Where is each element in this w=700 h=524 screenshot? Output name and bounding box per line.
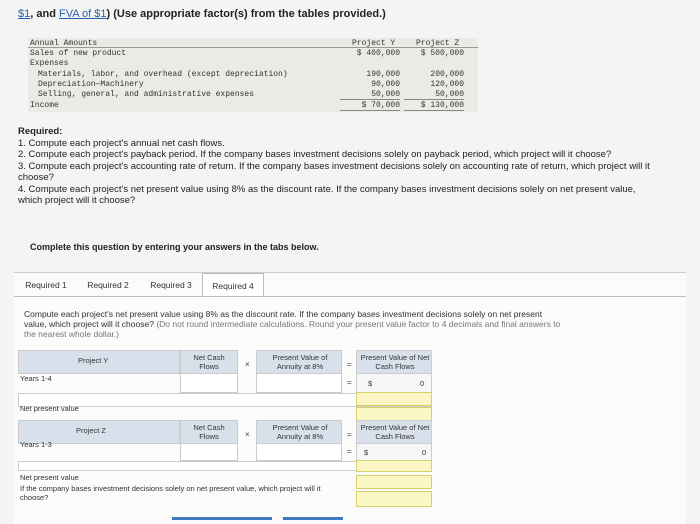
required-item-4: 4. Compute each project's net present value using 8% as the discount rate. If the company bases investment decisions solely on net present value, which project will it choose? [18, 183, 636, 206]
net-cash-z-input[interactable] [180, 443, 238, 461]
col-pv-annuity: Present Value of Annuity at 8% [272, 423, 328, 441]
row-z: $ 500,000 [420, 49, 464, 58]
required-title: Required: [18, 126, 63, 137]
blank-yellow-input[interactable] [356, 392, 432, 406]
fva-link[interactable]: FVA of $1 [58, 8, 107, 20]
tab-required-4[interactable]: Required 4 [202, 273, 264, 297]
header-line: $1, and FVA of $1) (Use appropriate factor(s) from the tables provided.) [18, 8, 386, 20]
npv-y-label: Net present value [20, 404, 79, 413]
required-item-2: 2. Compute each project's payback period. If the company bases investment decisions solely on payback period, which project will it choose? [18, 149, 612, 160]
tab-required-2[interactable]: Required 2 [87, 280, 129, 290]
pv-cash-z-value: 0 [422, 448, 427, 457]
row-z: 50,000 [404, 90, 464, 100]
required-item-3: 3. Compute each project's accounting rate of return. If the company bases investment decisions solely on accounting rate of return, which project will it choose? [18, 160, 650, 183]
instruction-text [24, 309, 564, 339]
choose-project-select[interactable] [356, 491, 432, 507]
npv-z-label: Net present value [20, 473, 79, 482]
row-label: Materials, labor, and overhead (except depreciation) [38, 70, 288, 79]
years-row-label: Years 1-4 [20, 374, 52, 383]
row-y: $ 70,000 [340, 101, 400, 111]
col-net-cash-flows: Net Cash Flows [193, 423, 225, 441]
row-label: Selling, general, and administrative expenses [38, 90, 255, 99]
currency-symbol: $ [368, 379, 373, 388]
times-op: × [245, 430, 250, 439]
row-y: 190,000 [366, 70, 400, 79]
instruction-note: (Do not round intermediate calculations. Round your present value factor to 4 decimals and final answers to the nearest whole dollar.) [24, 319, 561, 339]
row-label: Depreciation—Machinery [38, 80, 144, 89]
factor-instruction: (Use appropriate factor(s) from the tables provided.) [113, 8, 386, 20]
col-project-y: Project Y [352, 39, 396, 48]
project-y-label: Project Y [78, 356, 109, 365]
row-z: 120,000 [430, 80, 464, 89]
row-z: $ 130,000 [404, 101, 464, 111]
tab-divider [14, 296, 686, 297]
pv-link[interactable]: $1 [18, 8, 31, 20]
equals-op: = [347, 447, 352, 456]
pv-annuity-y-input[interactable] [256, 373, 342, 393]
pv-cash-y-value: 0 [420, 379, 425, 388]
years-row-label: Years 1-3 [20, 440, 52, 449]
row-y: 50,000 [340, 90, 400, 100]
row-label: Sales of new product [30, 49, 127, 58]
row-y: 90,000 [371, 80, 400, 89]
row-label: Income [30, 101, 59, 110]
npv-y-input[interactable] [356, 407, 432, 421]
equals-op: = [347, 360, 352, 369]
col-pv-cash: Present Value of Net Cash Flows [360, 353, 430, 371]
row-y: $ 400,000 [356, 49, 400, 58]
tab-required-1[interactable]: Required 1 [25, 280, 67, 290]
pv-annuity-z-input[interactable] [256, 443, 342, 461]
equals-op: = [347, 378, 352, 387]
required-section [18, 126, 658, 207]
row-z: 200,000 [430, 70, 464, 79]
col-net-cash-flows: Net Cash Flows [193, 353, 225, 371]
annual-amounts-table [28, 38, 478, 112]
col-pv-annuity: Present Value of Annuity at 8% [272, 353, 328, 371]
tab-required-3[interactable]: Required 3 [150, 280, 192, 290]
instruction-main: Compute each project's net present value using 8% as the discount rate. If the company bases investment decisions solely on net present value, which project will it choose? [24, 309, 543, 329]
row-label: Expenses [30, 59, 69, 68]
blank-yellow-input[interactable] [356, 460, 432, 472]
required-item-1: 1. Compute each project's annual net cash flows. [18, 137, 225, 149]
complete-note: Complete this question by entering your answers in the tabs below. [30, 242, 319, 252]
times-op: × [245, 360, 250, 369]
prev-button[interactable] [172, 517, 272, 520]
project-z-label: Project Z [76, 426, 107, 435]
equals-op: = [347, 430, 352, 439]
table-title: Annual Amounts [30, 39, 98, 48]
col-pv-cash: Present Value of Net Cash Flows [360, 423, 430, 441]
net-cash-y-input[interactable] [180, 373, 238, 393]
choose-label: If the company bases investment decisions solely on net present value, which project will it choose? [20, 484, 321, 502]
col-project-z: Project Z [416, 39, 460, 48]
npv-z-input[interactable] [356, 475, 432, 489]
currency-symbol: $ [364, 448, 369, 457]
next-button[interactable] [283, 517, 343, 520]
